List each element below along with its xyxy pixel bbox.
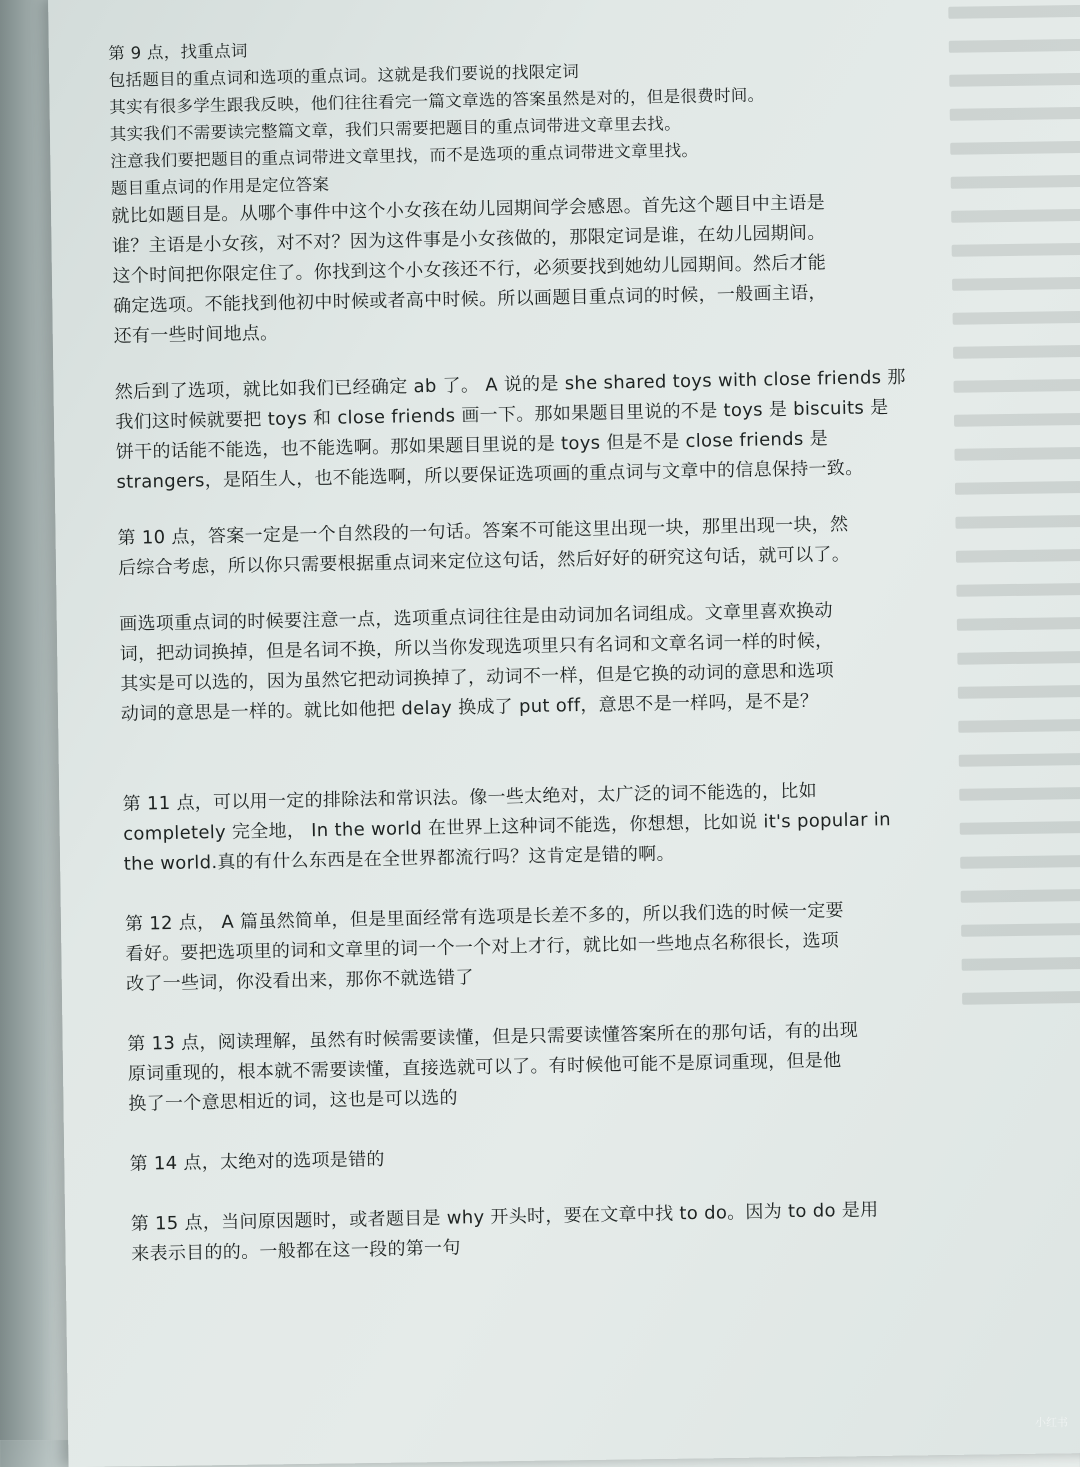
- point-14-heading: 第 14 点，太绝对的选项是错的: [129, 1148, 385, 1175]
- text-line: 画选项重点词的时候要注意一点，选项重点词往往是由动词加名词组成。文章里喜欢换动: [119, 600, 833, 635]
- paragraph-point-13: [127, 1013, 979, 1119]
- text-line: 其实是可以选的，因为虽然它把动词换掉了，动词不一样，但是它换的动词的意思和选项: [120, 660, 835, 695]
- point-12-heading: 第 12 点， A 篇虽然简单，但是里面经常有选项是长差不多的，所以我们选的时候一定要: [124, 900, 845, 935]
- text-line: 我们这时候就要把 toys 和 close friends 画一下。那如果题目里说的不是 toys 是 biscuits 是: [115, 397, 889, 433]
- paragraph-point-11: [122, 774, 974, 880]
- point-9-heading: 第 9 点，找重点词: [108, 41, 248, 63]
- document-body: [108, 24, 981, 1270]
- point-11-heading: 第 11 点，可以用一定的排除法和常识法。像一些太绝对，太广泛的词不能选的，比如: [122, 780, 818, 815]
- text-line: 其实有很多学生跟我反映，他们往往看完一篇文章选的答案虽然是对的，但是很费时间。: [109, 85, 765, 117]
- text-line: the world.真的有什么东西是在全世界都流行吗？这肯定是错的啊。: [123, 843, 675, 875]
- text-line: 饼干的话能不能选，也不能选啊。那如果题目里说的是 toys 但是不是 close friends 是: [115, 428, 829, 463]
- text-line: 看好。要把选项里的词和文章里的词一个一个对上才行，就比如一些地点名称很长，选项: [125, 930, 840, 965]
- text-line: 其实我们不需要读完整篇文章，我们只需要把题目的重点词带进文章里去找。: [109, 114, 682, 144]
- text-line: 原词重现的，根本就不需要读懂，直接选就可以了。有时候他可能不是原词重现，但是他: [127, 1050, 842, 1085]
- text-line: 改了一些词，你没看出来，那你不就选错了: [125, 967, 474, 995]
- text-line: 换了一个意思相近的词，这也是可以选的: [128, 1087, 458, 1115]
- text-line: 包括题目的重点词和选项的重点词。这就是我们要说的找限定词: [108, 61, 580, 90]
- text-line: 然后到了选项，就比如我们已经确定 ab 了。 A 说的是 she shared toys with close friends 那: [114, 366, 906, 403]
- text-line: strangers，是陌生人，也不能选啊，所以要保证选项画的重点词与文章中的信息保持一致。: [116, 457, 864, 493]
- paragraph-point-9-options: [114, 362, 966, 498]
- point-13-heading: 第 13 点，阅读理解，虽然有时候需要读懂，但是只需要读懂答案所在的那句话，有的出现: [127, 1019, 859, 1055]
- text-line: 题目重点词的作用是定位答案: [110, 174, 330, 198]
- point-15-heading: 第 15 点，当问原因题时，或者题目是 why 开头时，要在文章中找 to do。因为 to do 是用: [130, 1199, 879, 1235]
- paragraph-point-12: [125, 894, 977, 1000]
- text-line: 注意我们要把题目的重点词带进文章里找，而不是选项的重点词带进文章里找。: [110, 140, 699, 171]
- point-10-heading: 第 10 点，答案一定是一个自然段的一句话。答案不可能这里出现一块，那里出现一块，然: [117, 513, 849, 549]
- paragraph-point-9-example: [111, 186, 964, 352]
- text-line: 谁？主语是小女孩，对不对？因为这件事是小女孩做的，那限定词是谁，在幼儿园期间。: [111, 222, 826, 257]
- text-line: 就比如题目是。从哪个事件中这个小女孩在幼儿园期间学会感恩。首先这个题目中主语是: [111, 192, 826, 227]
- text-line: 还有一些时间地点。: [113, 322, 279, 347]
- text-line: completely 完全地， In the world 在世界上这种词不能选，你想想，比如说 it's popular in: [123, 809, 892, 845]
- text-line: 来表示目的的。一般都在这一段的第一句: [131, 1237, 461, 1265]
- watermark: 小红书: [1035, 1416, 1068, 1429]
- text-line: 这个时间把你限定住了。你找到这个小女孩还不行，必须要找到她幼儿园期间。然后才能: [112, 252, 827, 287]
- paragraph-point-9: [108, 24, 961, 202]
- text-line: 后综合考虑，所以你只需要根据重点词来定位这句话，然后好好的研究这句话，就可以了。: [117, 543, 851, 579]
- text-line: 动词的意思是一样的。就比如他把 delay 换成了 put off，意思不是一样吗，是不是？: [120, 690, 819, 725]
- text-line: 词，把动词换掉，但是名词不换，所以当你发现选项里只有名词和文章名词一样的时候，: [119, 630, 834, 665]
- paragraph-point-10-options: [119, 594, 971, 730]
- text-line: 确定选项。不能找到他初中时候或者高中时候。所以画题目重点词的时候，一般画主语，: [112, 282, 827, 317]
